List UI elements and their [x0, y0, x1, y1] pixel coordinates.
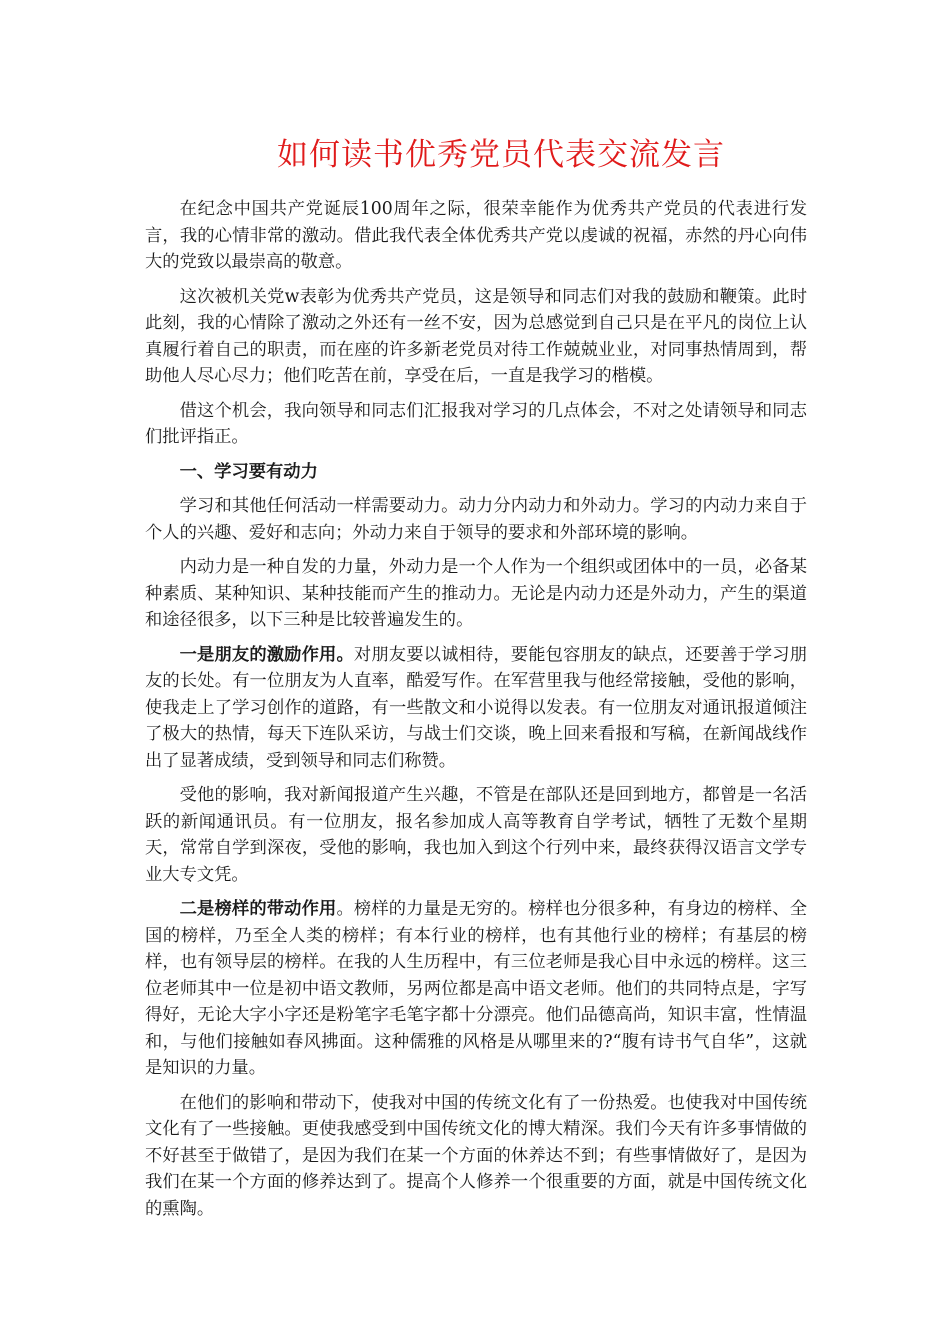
point-one-lead: 一是朋友的激励作用。	[179, 644, 354, 665]
section-heading: 一、学习要有动力	[179, 461, 318, 482]
paragraph-report: 借这个机会，我向领导和同志们汇报我对学习的几点体会，不对之处请领导和同志们批评指正。	[145, 400, 807, 447]
paragraph-point-two	[145, 896, 807, 1082]
document-page	[145, 132, 807, 1230]
document-title: 如何读书优秀党员代表交流发言	[277, 137, 725, 173]
paragraph-point-one-follow: 受他的影响，我对新闻报道产生兴趣，不管是在部队还是回到地方，都曾是一名活跃的新闻通讯员。有一位朋友，报名参加成人高等教育自学考试，牺牲了无数个星期天，常常自学到深夜，受他的影响，我也加入到这个行列中来，最终获得汉语言文学专业大专文凭。	[145, 785, 807, 885]
paragraph-commendation: 这次被机关党w表彰为优秀共产党员，这是领导和同志们对我的鼓励和鞭策。此时此刻，我的心情除了激动之外还有一丝不安，因为总感觉到自己只是在平凡的岗位上认真履行着自己的职责，而在座的许多新老党员对待工作兢兢业业，对同事热情周到，帮助他人尽心尽力；他们吃苦在前，享受在后，一直是我学习的楷模。	[145, 286, 807, 386]
paragraph-intro: 在纪念中国共产党诞辰100周年之际，很荣幸能作为优秀共产党员的代表进行发言，我的心情非常的激动。借此我代表全体优秀共产党以虔诚的祝福，赤然的丹心向伟大的党致以最崇高的敬意。	[145, 199, 807, 272]
point-two-lead: 二是榜样的带动作用	[179, 899, 337, 919]
paragraph-point-two-follow: 在他们的影响和带动下，使我对中国的传统文化有了一份热爱。也使我对中国传统文化有了一些接触。更使我感受到中国传统文化的博大精深。我们今天有许多事情做的不好甚至于做错了，是因为我们在某一个方面的休养达不到；有些事情做好了，是因为我们在某一个方面的修养达到了。提高个人修养一个很重要的方面，就是中国传统文化的熏陶。	[145, 1092, 807, 1219]
paragraph-point-one	[145, 642, 807, 775]
point-one-text: 对朋友要以诚相待，要能包容朋友的缺点，还要善于学习朋友的长处。有一位朋友为人直率，酷爱写作。在军营里我与他经常接触，受他的影响，使我走上了学习创作的道路，有一些散文和小说得以发表。有一位朋友对通讯报道倾注了极大的热情，每天下连队采访，与战士们交谈，晚上回来看报和写稿，在新闻战线作出了显著成绩，受到领导和同志们称赞。	[145, 644, 807, 771]
point-two-text: 。榜样的力量是无穷的。榜样也分很多种，有身边的榜样、全国的榜样，乃至全人类的榜样；有本行业的榜样，也有其他行业的榜样；有基层的榜样，也有领导层的榜样。在我的人生历程中，有三位老师是我心目中永远的榜样。这三位老师其中一位是初中语文教师，另两位都是高中语文老师。他们的共同特点是，字写得好，无论大字小字还是粉笔字毛笔字都十分漂亮。他们品德高尚，知识丰富，性情温和，与他们接触如春风拂面。这种儒雅的风格是从哪里来的?“腹有诗书气自华”，这就是知识的力量。	[145, 899, 807, 1078]
paragraph-inner-outer-motivation: 内动力是一种自发的力量，外动力是一个人作为一个组织或团体中的一员，必备某种素质、某种知识、某种技能而产生的推动力。无论是内动力还是外动力，产生的渠道和途径很多，以下三种是比较普遍发生的。	[145, 557, 807, 630]
paragraph-motivation: 学习和其他任何活动一样需要动力。动力分内动力和外动力。学习的内动力来自于个人的兴趣、爱好和志向；外动力来自于领导的要求和外部环境的影响。	[145, 496, 807, 543]
